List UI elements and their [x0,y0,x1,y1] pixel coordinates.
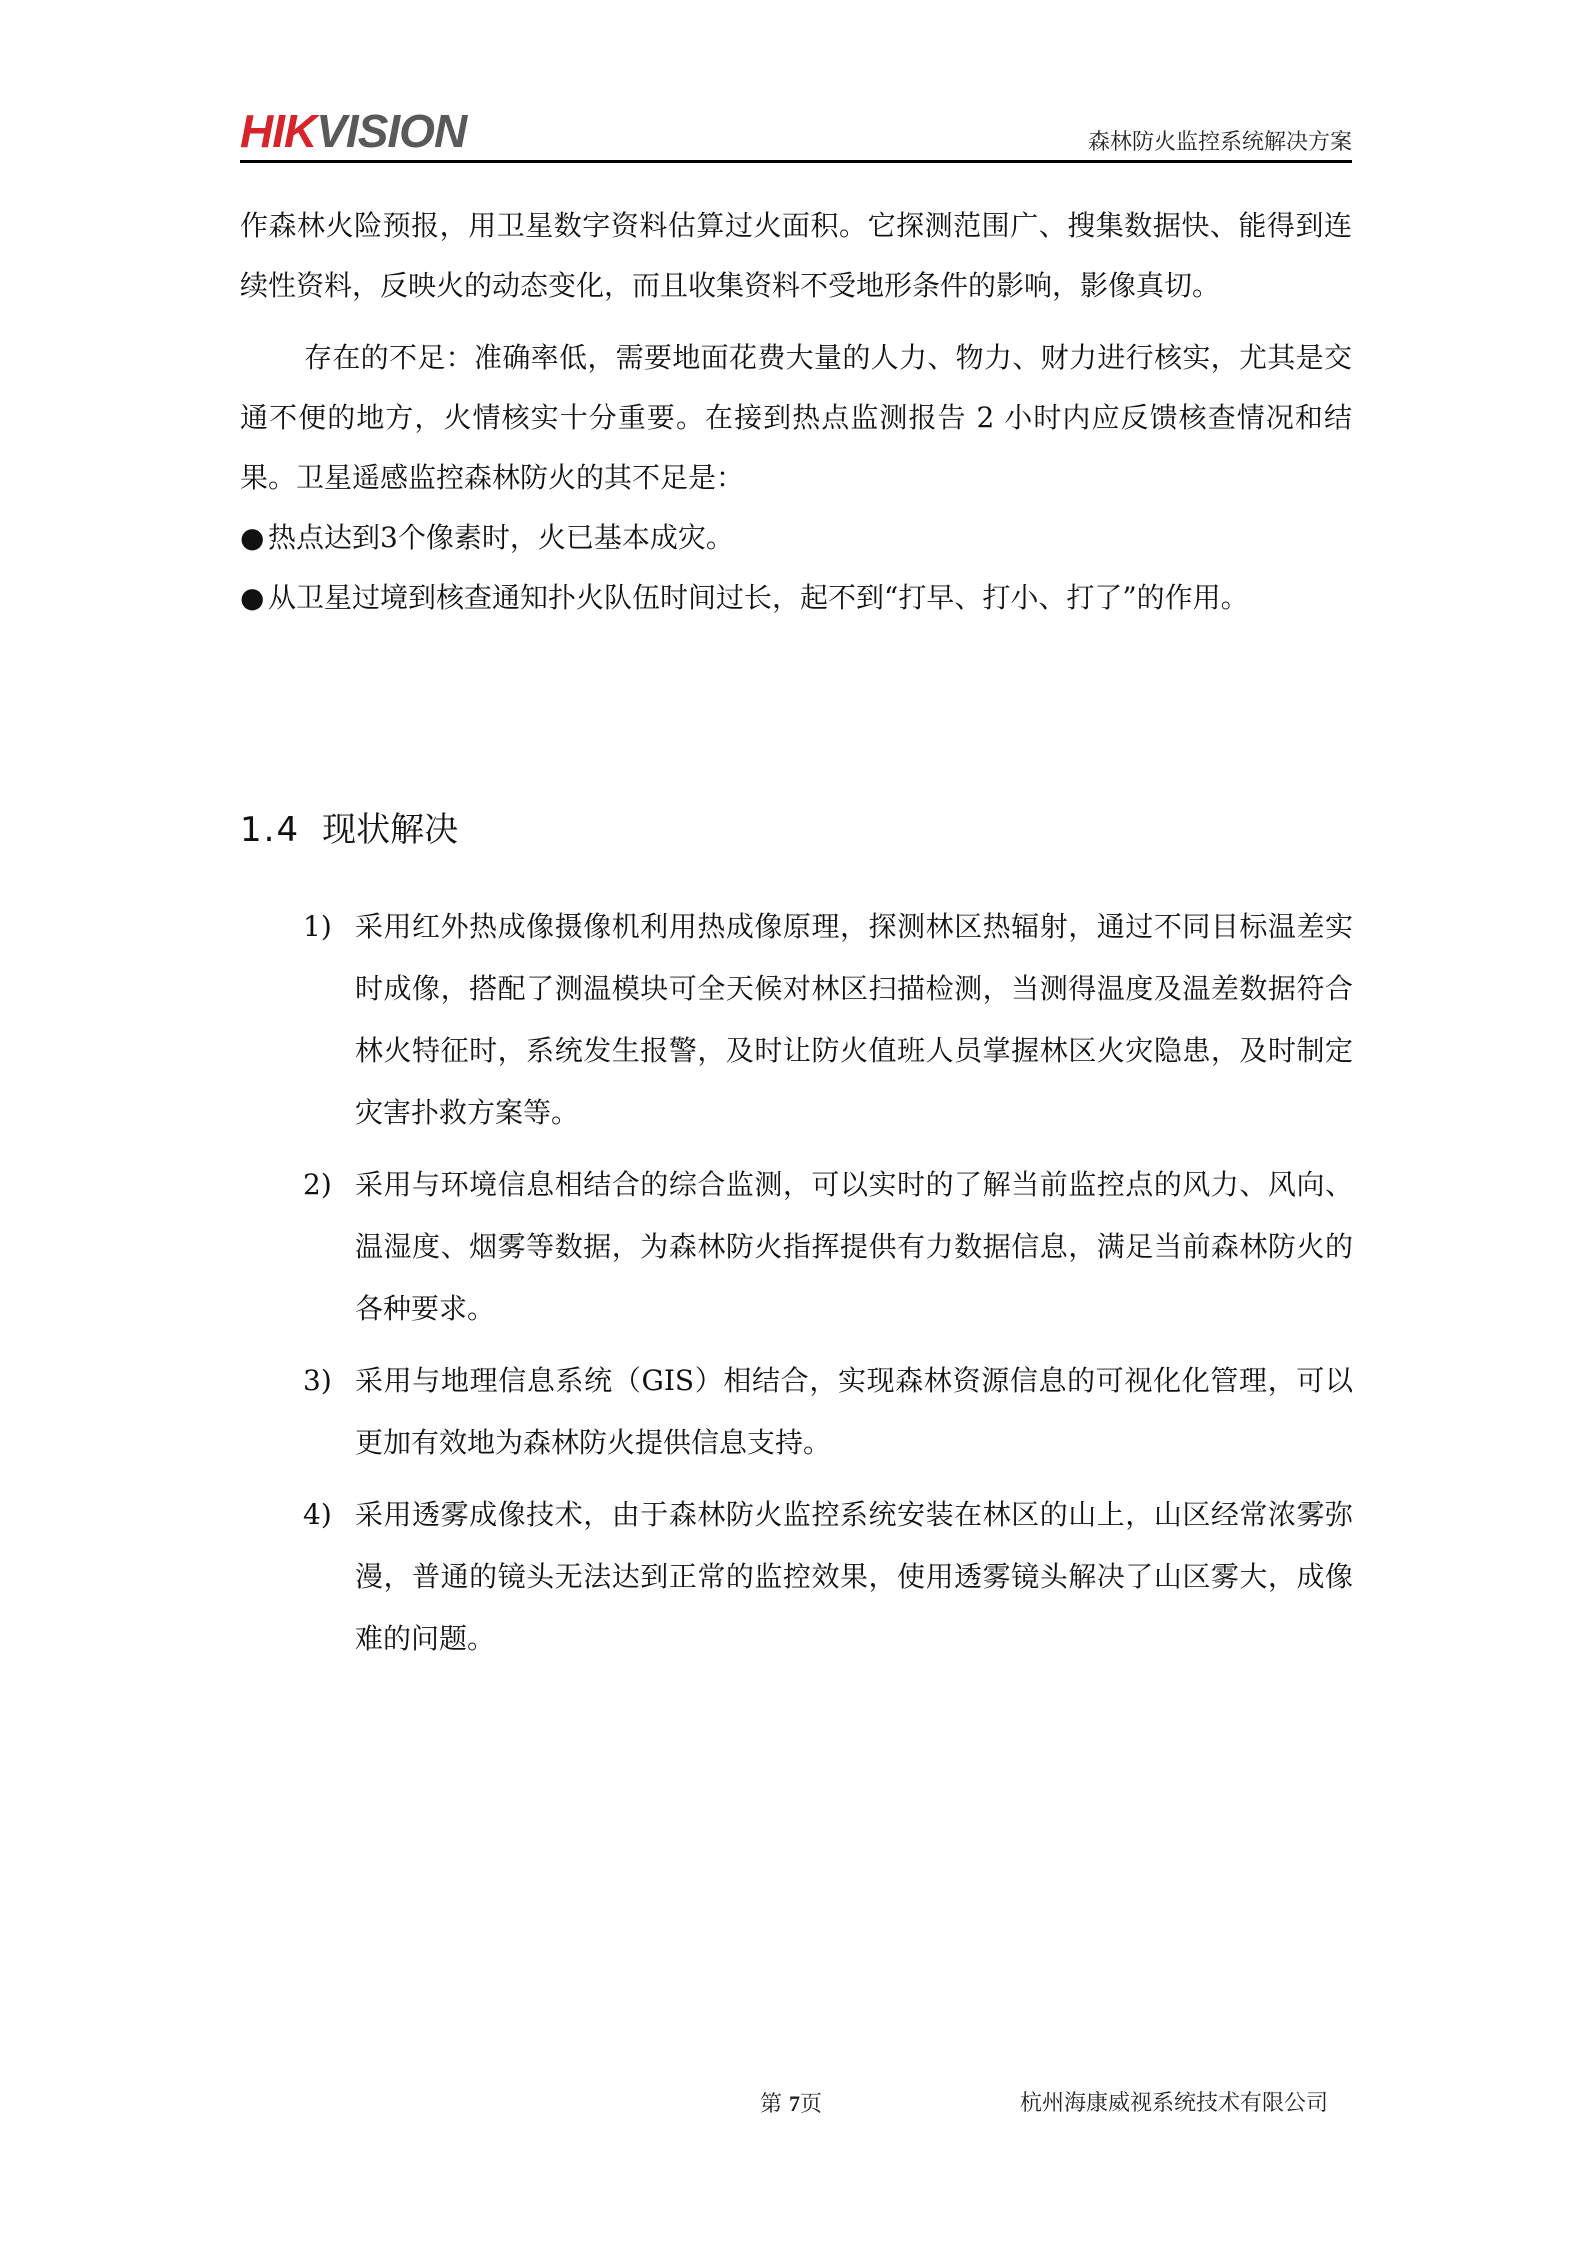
list-item [303,1484,1353,1670]
section-number: 1.4 [240,810,301,850]
body-content [240,196,1352,628]
page-suffix: 页 [800,2092,823,2117]
page-number [760,2090,822,2119]
bullet-text: 热点达到3个像素时，火已基本成灾。 [268,521,734,554]
list-item-text: 采用透雾成像技术，由于森林防火监控系统安装在林区的山上，山区经常浓雾弥漫，普通的镜头无法达到正常的监控效果，使用透雾镜头解决了山区雾大，成像难的问题。 [355,1498,1353,1655]
section-title: 现状解决 [322,810,459,850]
bullet-dot-icon: ● [240,521,265,554]
list-item-text: 采用红外热成像摄像机利用热成像原理，探测林区热辐射，通过不同目标温差实时成像，搭配了测温模块可全天候对林区扫描检测，当测得温度及温差数据符合林火特征时，系统发生报警，及时让防火值班人员掌握林区火灾隐患，及时制定灾害扑救方案等。 [355,910,1353,1129]
list-marker: 3) [303,1364,332,1397]
bullet-text: 从卫星过境到核查通知扑火队伍时间过长，起不到“打早、打小、打了”的作用。 [268,581,1249,614]
numbered-list [303,896,1353,1680]
hikvision-logo [240,105,467,157]
bullet-item [240,508,1352,568]
page-prefix: 第 [760,2092,783,2117]
document-title: 森林防火监控系统解决方案 [1087,130,1352,155]
bullet-item [240,568,1352,628]
company-name: 杭州海康威视系统技术有限公司 [1020,2091,1329,2116]
list-item [303,1154,1353,1340]
list-marker: 4) [303,1498,332,1531]
list-item [303,1350,1353,1474]
list-item-text: 采用与环境信息相结合的综合监测，可以实时的了解当前监控点的风力、风向、温湿度、烟雾等数据，为森林防火指挥提供有力数据信息，满足当前森林防火的各种要求。 [355,1168,1353,1325]
list-item [303,896,1353,1144]
bullet-dot-icon: ● [240,581,265,614]
paragraph: 作森林火险预报，用卫星数字资料估算过火面积。它探测范围广、搜集数据快、能得到连续性资料，反映火的动态变化，而且收集资料不受地形条件的影响，影像真切。 [240,209,1352,302]
list-item-text: 采用与地理信息系统（GIS）相结合，实现森林资源信息的可视化化管理，可以更加有效地为森林防火提供信息支持。 [355,1364,1353,1459]
list-marker: 1) [303,910,332,943]
page-number-value: 7 [789,2091,801,2116]
logo-part-hik: HIK [240,105,317,157]
list-marker: 2) [303,1168,332,1201]
paragraph: 存在的不足：准确率低，需要地面花费大量的人力、物力、财力进行核实，尤其是交通不便的地方，火情核实十分重要。在接到热点监测报告 2 小时内应反馈核查情况和结果。卫星遥感监控森林防火的其不足是： [240,341,1352,494]
page-header [240,105,1352,164]
header-rule [240,160,1352,163]
logo-part-vision: VISION [316,105,467,157]
section-heading [240,805,458,855]
